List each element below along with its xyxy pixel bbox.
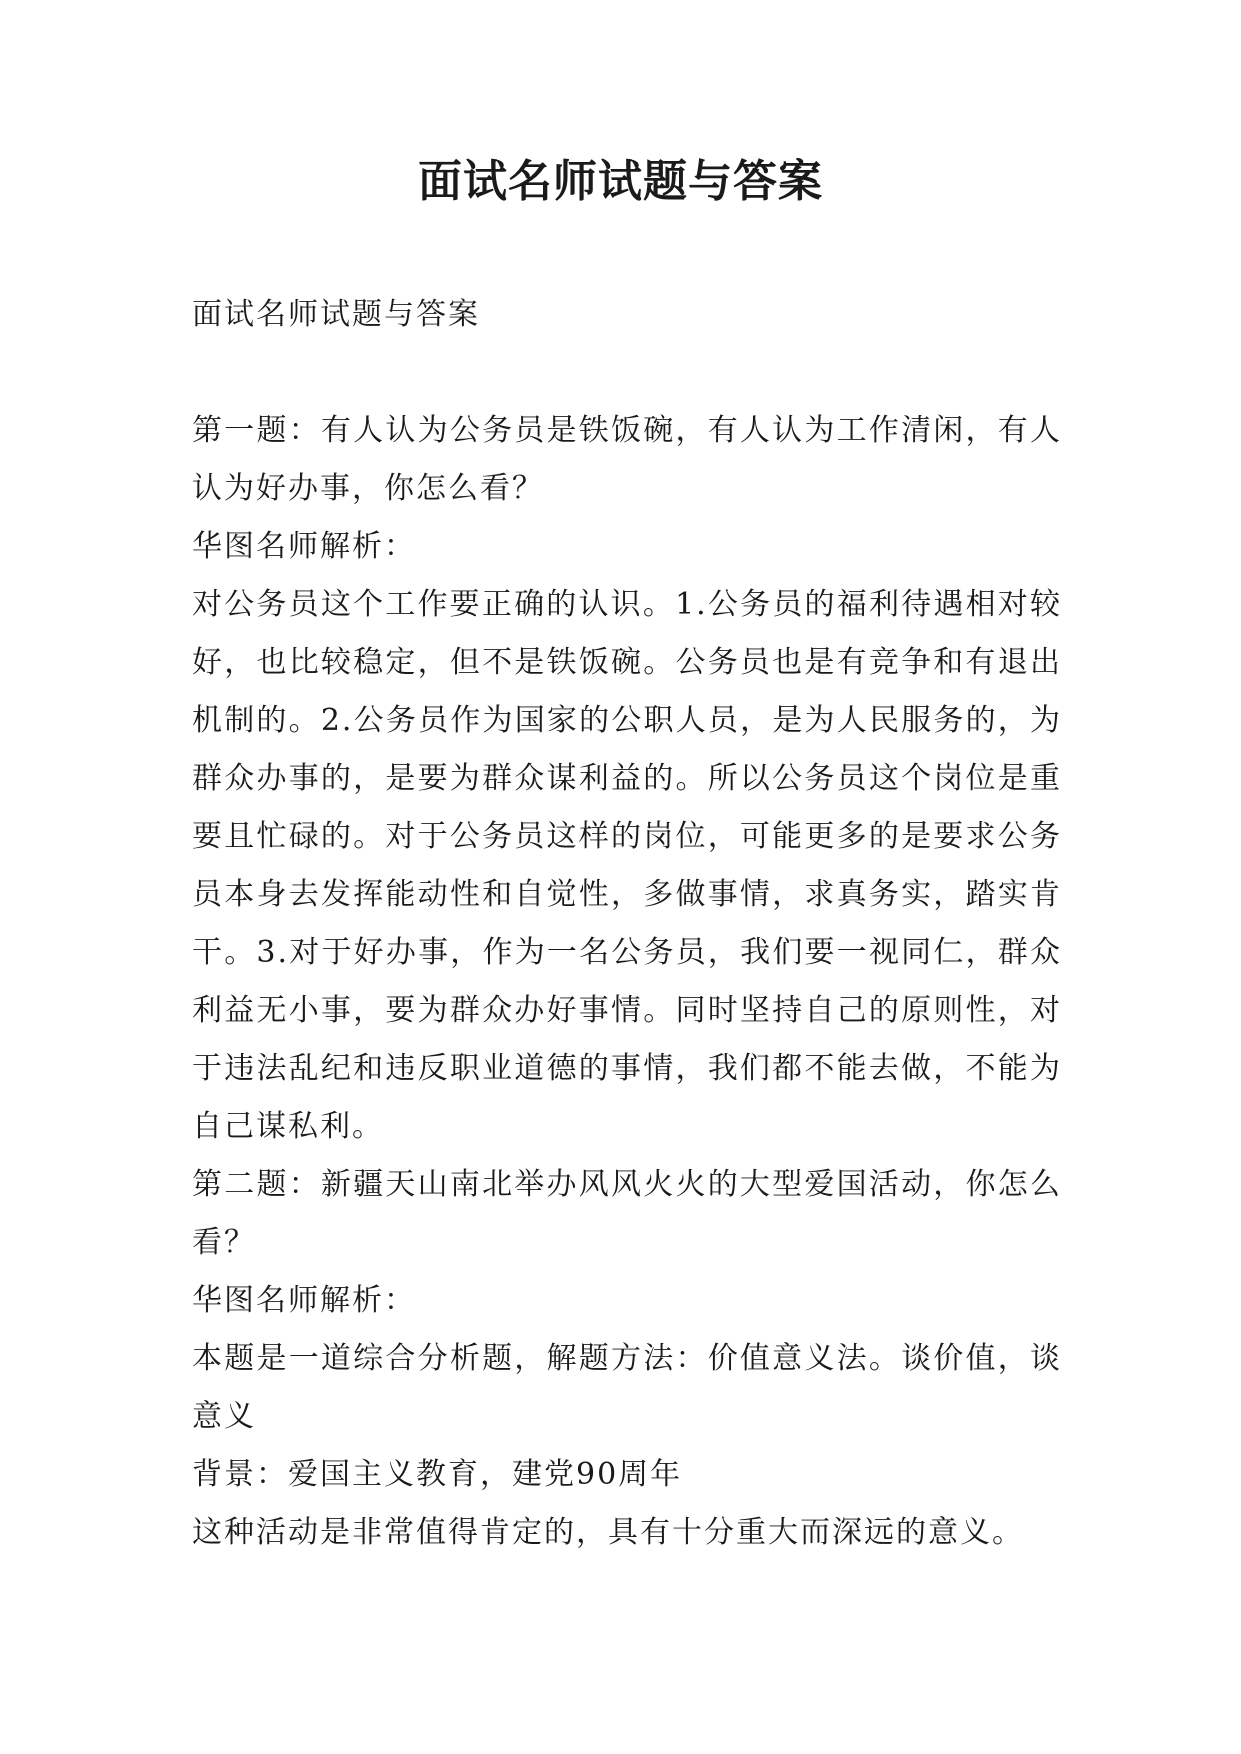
answer-2-method: 本题是一道综合分析题，解题方法：价值意义法。谈价值，谈意义 — [192, 1341, 1062, 1434]
question-1: 第一题：有人认为公务员是铁饭碗，有人认为工作清闲，有人认为好办事，你怎么看？ — [192, 413, 1062, 506]
document-body — [192, 286, 1062, 1562]
answer-2-conclusion: 这种活动是非常值得肯定的，具有十分重大而深远的意义。 — [192, 1515, 1024, 1550]
answer-2-background: 背景：爱国主义教育，建党90周年 — [192, 1457, 683, 1492]
document-subtitle: 面试名师试题与答案 — [192, 297, 480, 332]
analysis-heading-1: 华图名师解析： — [192, 529, 416, 564]
answer-1: 对公务员这个工作要正确的认识。1.公务员的福利待遇相对较好，也比较稳定，但不是铁饭碗。公务员也是有竞争和有退出机制的。2.公务员作为国家的公职人员，是为人民服务的，为群众办事的，是要为群众谋利益的。所以公务员这个岗位是重要且忙碌的。对于公务员这样的岗位，可能更多的是要求公务员本身去发挥能动性和自觉性，多做事情，求真务实，踏实肯干。3.对于好办事，作为一名公务员，我们要一视同仁，群众利益无小事，要为群众办好事情。同时坚持自己的原则性，对于违法乱纪和违反职业道德的事情，我们都不能去做，不能为自己谋私利。 — [192, 587, 1062, 1144]
document-title: 面试名师试题与答案 — [418, 156, 823, 207]
analysis-heading-2: 华图名师解析： — [192, 1283, 416, 1318]
question-2: 第二题：新疆天山南北举办风风火火的大型爱国活动，你怎么看？ — [192, 1167, 1062, 1260]
